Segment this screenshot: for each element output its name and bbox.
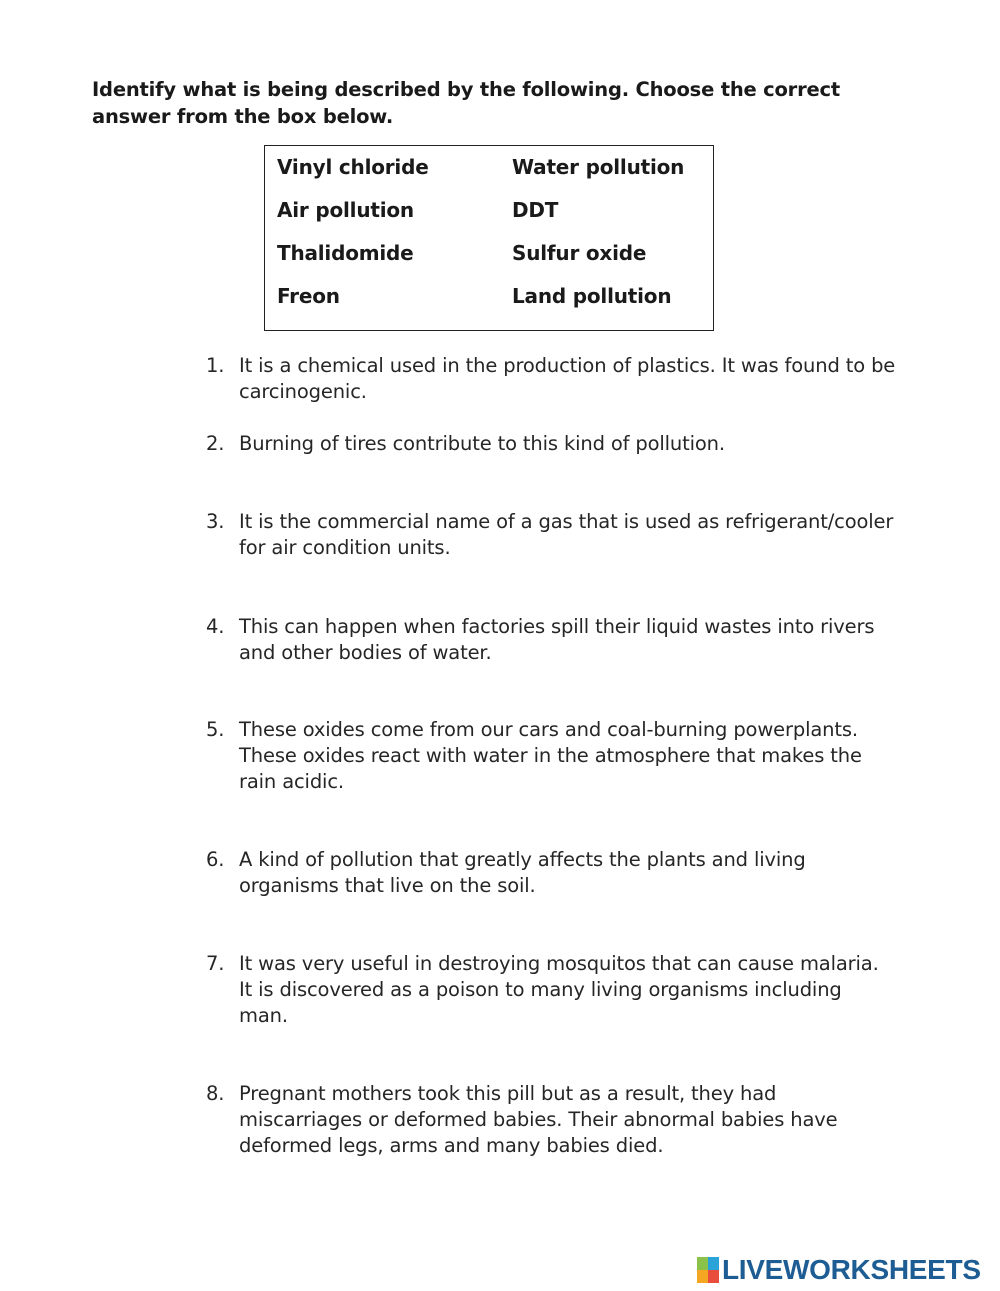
question-number: 5. [206, 718, 225, 741]
question-number: 3. [206, 510, 225, 533]
choice-thalidomide: Thalidomide [277, 241, 414, 265]
choice-land-pollution: Land pollution [512, 284, 672, 308]
question-number: 6. [206, 848, 225, 871]
instructions: Identify what is being described by the following. Choose the correct answer from the box below. [92, 78, 841, 128]
answer-box [264, 145, 714, 331]
question-4 [206, 614, 896, 666]
question-text: Pregnant mothers took this pill but as a result, they had miscarriages or deformed babies. Their abnormal babies have deformed legs, arms and many babies died. [239, 1082, 838, 1157]
question-text: It was very useful in destroying mosquitos that can cause malaria. It is discovered as a poison to many living organisms including man. [239, 952, 879, 1027]
question-2 [206, 431, 896, 457]
question-text: This can happen when factories spill their liquid wastes into rivers and other bodies of water. [239, 615, 875, 664]
question-text: A kind of pollution that greatly affects the plants and living organisms that live on the soil. [239, 848, 806, 897]
question-number: 7. [206, 952, 225, 975]
liveworksheets-logo [697, 1255, 981, 1285]
question-number: 1. [206, 354, 225, 377]
logo-square-e [708, 1270, 719, 1283]
question-text: It is a chemical used in the production of plastics. It was found to be carcinogenic. [239, 354, 896, 403]
choice-ddt: DDT [512, 198, 559, 222]
question-text: Burning of tires contribute to this kind of pollution. [239, 432, 725, 455]
question-text: These oxides come from our cars and coal-burning powerplants. These oxides react with water in the atmosphere that makes the rain acidic. [239, 718, 862, 793]
question-8 [206, 1081, 896, 1159]
logo-text: LIVEWORKSHEETS [722, 1254, 981, 1285]
question-1 [206, 353, 896, 405]
question-5 [206, 717, 896, 795]
question-number: 4. [206, 615, 225, 638]
logo-square-i [708, 1257, 719, 1270]
question-6 [206, 847, 896, 899]
choice-vinyl-chloride: Vinyl chloride [277, 155, 429, 179]
question-number: 8. [206, 1082, 225, 1105]
question-number: 2. [206, 432, 225, 455]
choice-freon: Freon [277, 284, 340, 308]
choice-sulfur-oxide: Sulfur oxide [512, 241, 647, 265]
choice-water-pollution: Water pollution [512, 155, 685, 179]
logo-square-v [697, 1270, 708, 1283]
question-7 [206, 951, 896, 1029]
question-3 [206, 509, 896, 561]
logo-square-l [697, 1257, 708, 1270]
logo-mark-icon [697, 1257, 719, 1283]
question-text: It is the commercial name of a gas that is used as refrigerant/cooler for air condition units. [239, 510, 894, 559]
choice-air-pollution: Air pollution [277, 198, 414, 222]
